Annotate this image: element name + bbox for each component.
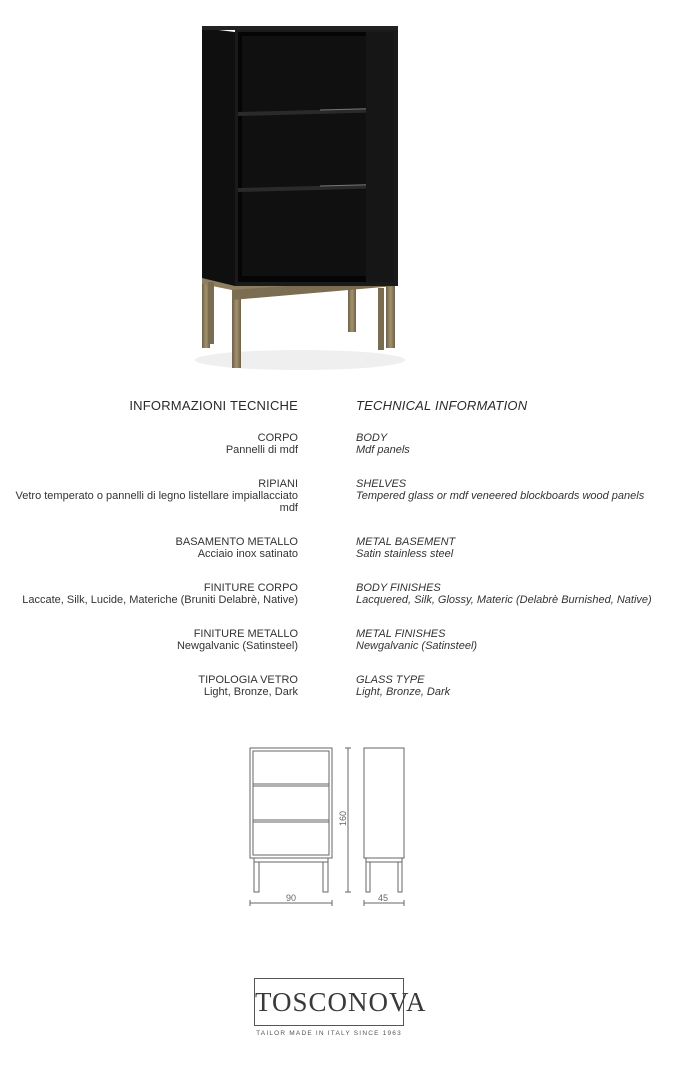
spec-en-value: Light, Bronze, Dark [356,686,451,698]
spec-en [356,478,676,502]
spec-it-value: Laccate, Silk, Lucide, Materiche (Bruniti Delabrè, Native) [22,594,298,606]
spec-en [356,628,676,652]
spec-en [356,674,676,698]
cabinet-product-image [190,20,410,390]
spec-it [0,478,298,514]
spec-en-value: Mdf panels [356,444,410,456]
dimension-drawing [240,740,420,910]
width-dimension: 90 [286,893,297,903]
spec-en [356,582,676,606]
spec-it-value: Newgalvanic (Satinsteel) [176,640,298,652]
spec-en-value: Satin stainless steel [356,548,454,560]
spec-en-value: Lacquered, Silk, Glossy, Materic (Delabrè Burnished, Native) [356,594,652,606]
spec-en-label: BODY [356,432,388,444]
spec-it-value: Vetro temperato o pannelli di legno listellare impiallacciato mdf [15,490,298,514]
spec-it-value: Acciaio inox satinato [197,548,298,560]
spec-it-label: TIPOLOGIA VETRO [198,674,298,686]
spec-it [0,582,298,606]
spec-it-label: FINITURE CORPO [203,582,298,594]
spec-it [0,432,298,456]
spec-en-label: METAL BASEMENT [356,536,456,548]
spec-en-label: BODY FINISHES [356,582,441,594]
spec-it [0,628,298,652]
brand-name: TOSCONOVA [255,987,427,1017]
brand-logo [254,978,427,1026]
italian-heading: INFORMAZIONI TECNICHE [129,398,298,413]
depth-dimension: 45 [378,893,389,903]
spec-en-value: Tempered glass or mdf veneered blockboards wood panels [356,490,645,502]
spec-it-label: FINITURE METALLO [193,628,298,640]
spec-en-label: SHELVES [356,478,407,490]
spec-it-value: Light, Bronze, Dark [203,686,298,698]
spec-en-label: METAL FINISHES [356,628,446,640]
height-dimension: 160 [338,810,348,826]
spec-en [356,536,676,560]
spec-en-value: Newgalvanic (Satinsteel) [356,640,478,652]
english-heading: TECHNICAL INFORMATION [356,398,528,413]
spec-it [0,674,298,698]
spec-it [0,536,298,560]
spec-en-label: GLASS TYPE [356,674,425,686]
spec-it-label: BASAMENTO METALLO [175,536,298,548]
brand-tagline: TAILOR MADE IN ITALY SINCE 1963 [256,1030,402,1037]
spec-it-label: CORPO [257,432,298,444]
spec-en [356,432,676,456]
spec-it-value: Pannelli di mdf [225,444,298,456]
spec-it-label: RIPIANI [258,478,298,490]
